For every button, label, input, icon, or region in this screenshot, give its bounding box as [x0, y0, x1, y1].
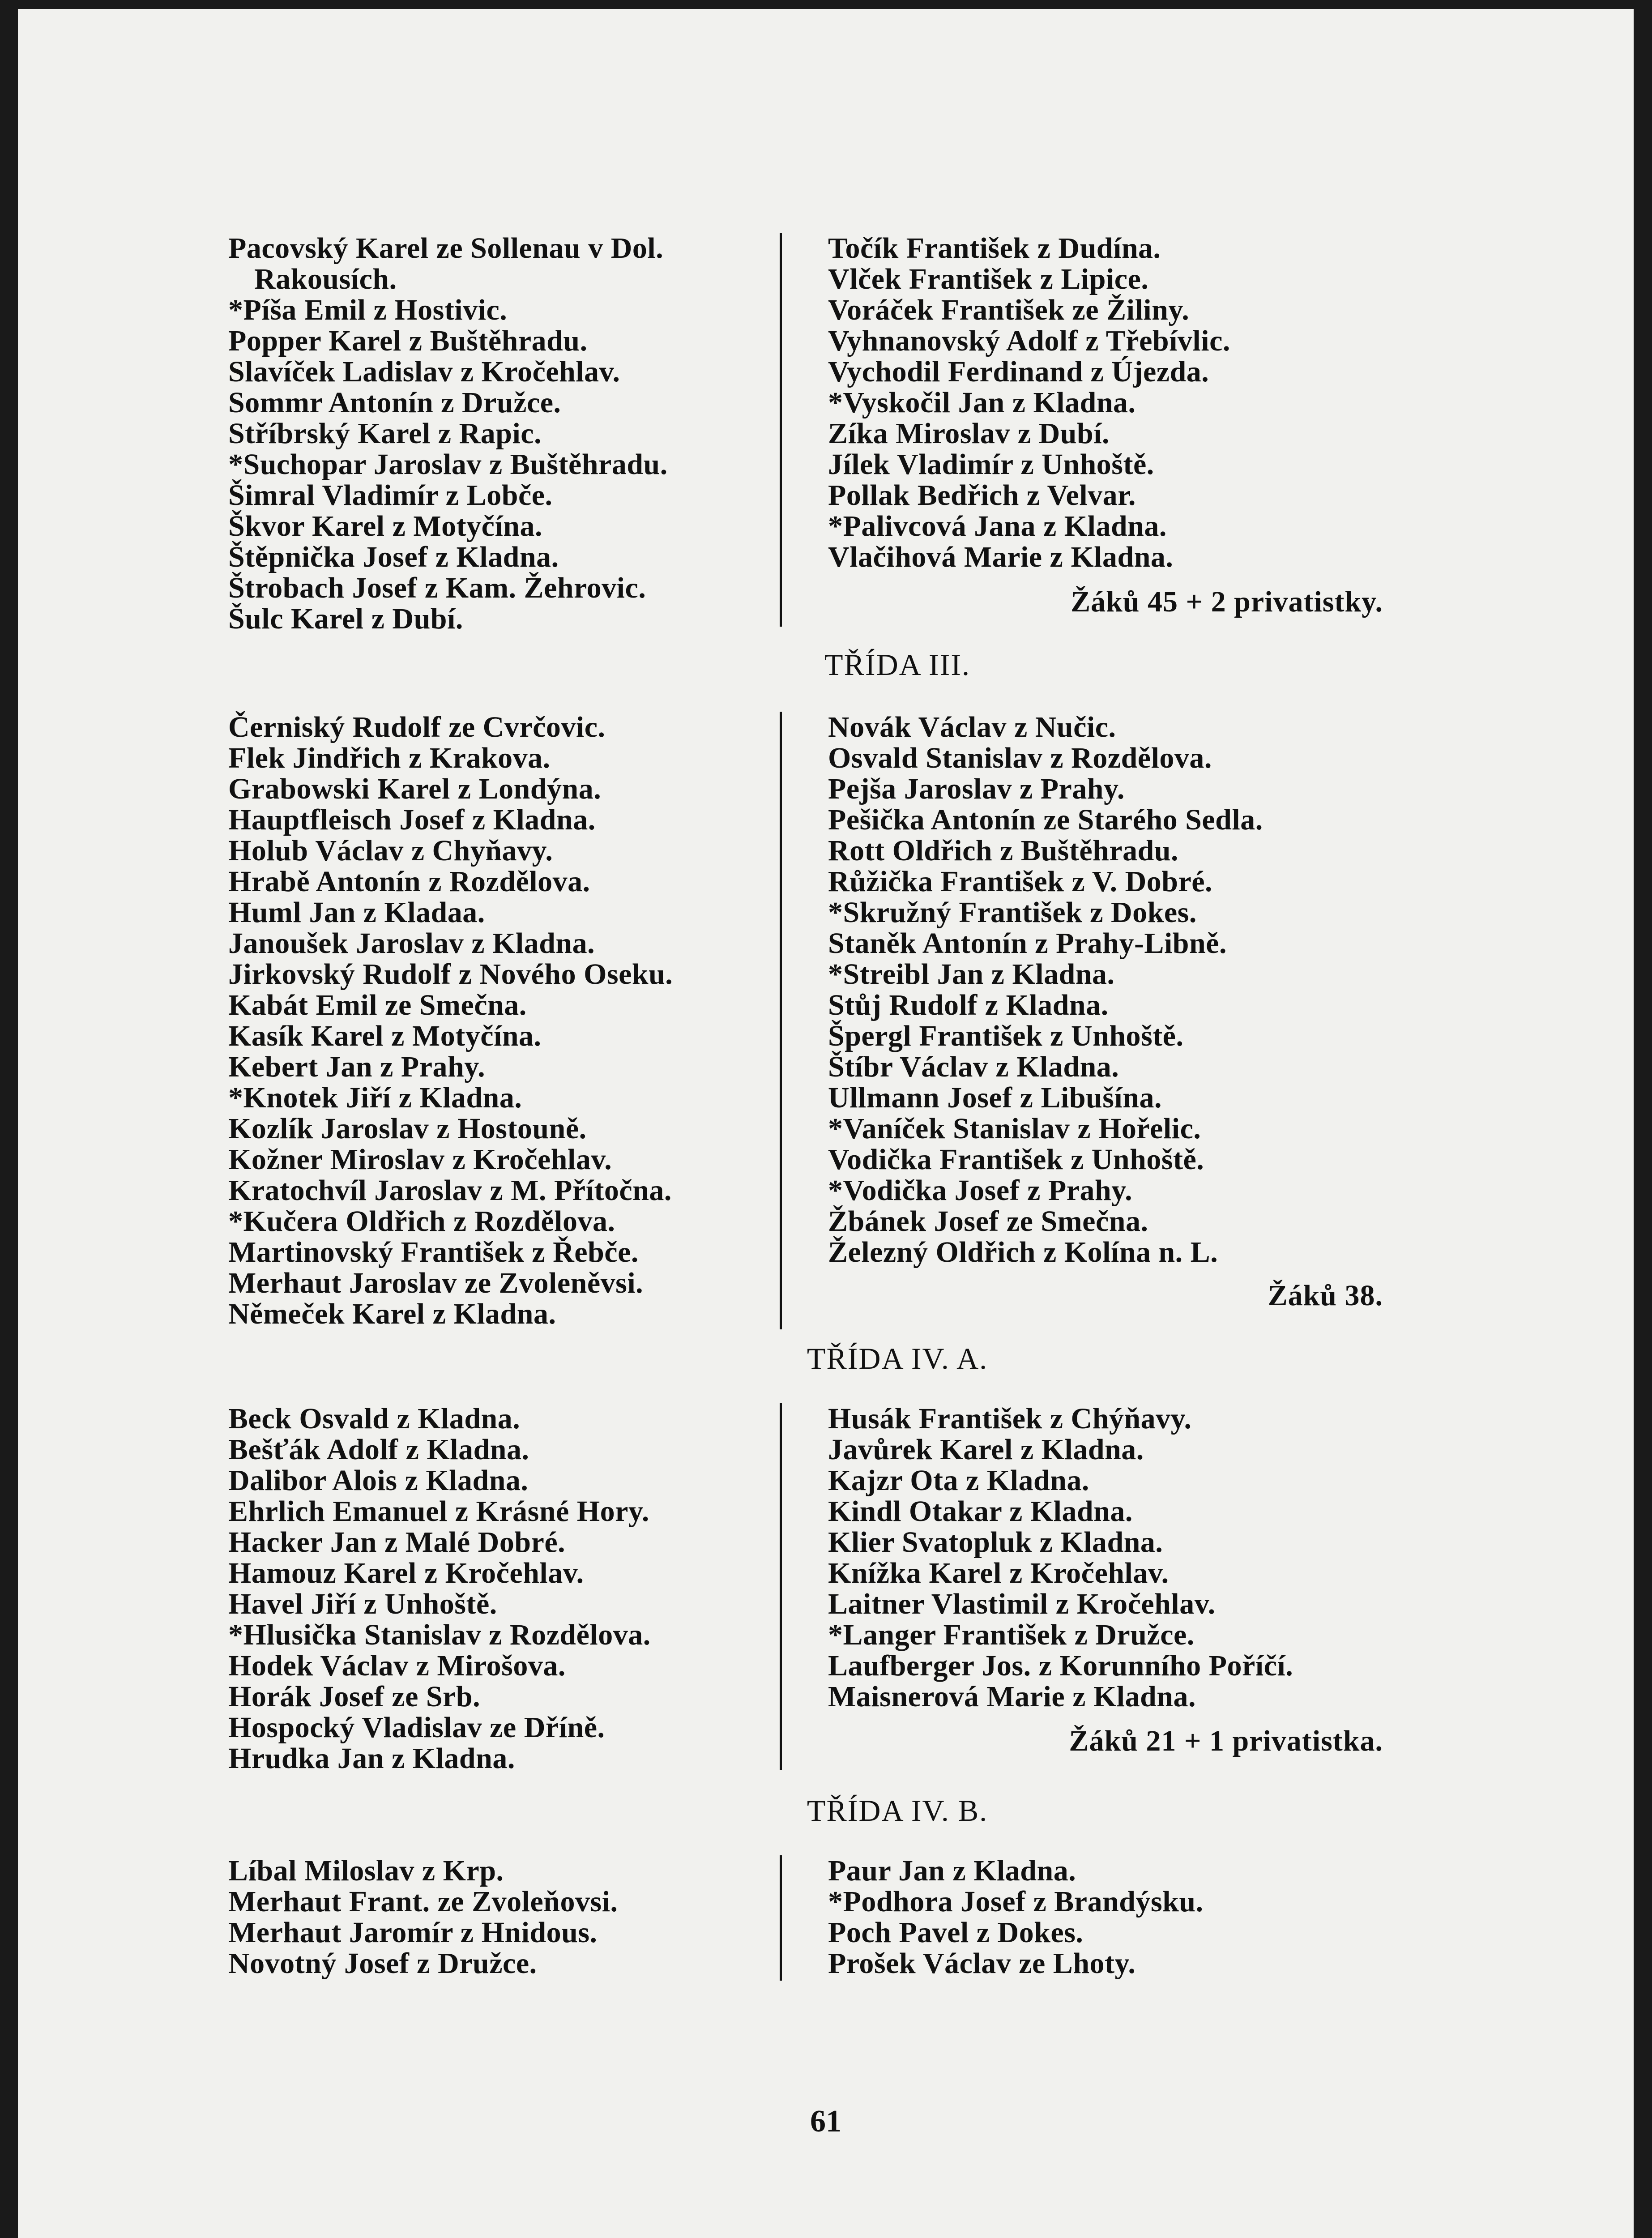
- right-column: [828, 712, 1374, 1268]
- student-entry: Vyhnanovský Adolf z Třebívlic.: [828, 325, 1230, 357]
- student-entry: Paur Jan z Kladna.: [828, 1854, 1076, 1887]
- student-entry: Hospocký Vladislav ze Dříně.: [228, 1711, 605, 1744]
- student-entry: Huml Jan z Kladaa.: [228, 896, 485, 929]
- student-entry: Martinovský František z Řebče.: [228, 1236, 639, 1268]
- class-total: Žáků 45 + 2 privatistky.: [1071, 585, 1383, 618]
- student-entry: *Knotek Jiří z Kladna.: [228, 1081, 522, 1114]
- student-entry: Beck Osvald z Kladna.: [228, 1402, 521, 1435]
- student-entry: Kindl Otakar z Kladna.: [828, 1495, 1133, 1528]
- class-list-continued: [228, 233, 1383, 636]
- class-list-iv-a: [228, 1403, 1383, 1784]
- student-entry: Líbal Miloslav z Krp.: [228, 1854, 504, 1887]
- student-entry: Knížka Karel z Kročehlav.: [828, 1557, 1169, 1589]
- student-entry: Pacovský Karel ze Sollenau v Dol.: [228, 232, 664, 265]
- student-entry: *Vyskočil Jan z Kladna.: [828, 386, 1136, 419]
- student-entry: *Hlusička Stanislav z Rozdělova.: [228, 1619, 651, 1651]
- student-entry: Štrobach Josef z Kam. Žehrovic.: [228, 572, 646, 604]
- student-entry: Štíbr Václav z Kladna.: [828, 1051, 1119, 1083]
- student-entry: Pejša Jaroslav z Prahy.: [828, 773, 1125, 805]
- student-entry: Železný Oldřich z Kolína n. L.: [828, 1236, 1218, 1268]
- student-entry: Hrabě Antonín z Rozdělova.: [228, 865, 590, 898]
- student-entry: Špergl František z Unhoště.: [828, 1020, 1184, 1052]
- class-list-iii: [228, 712, 1383, 1338]
- student-entry: Novák Václav z Nučic.: [828, 711, 1116, 743]
- student-entry: Bešťák Adolf z Kladna.: [228, 1433, 529, 1466]
- class-heading-iv-a: [18, 1341, 1634, 1376]
- student-entry: *Podhora Josef z Brandýsku.: [828, 1885, 1204, 1918]
- student-entry: Vlček František z Lipice.: [828, 263, 1149, 295]
- student-entry: Šimral Vladimír z Lobče.: [228, 479, 553, 512]
- student-entry: Jirkovský Rudolf z Nového Oseku.: [228, 958, 673, 991]
- student-entry: Grabowski Karel z Londýna.: [228, 773, 602, 805]
- student-entry: Hodek Václav z Mirošova.: [228, 1649, 566, 1682]
- student-entry: Merhaut Jaromír z Hnidous.: [228, 1916, 598, 1949]
- student-entry: Hacker Jan z Malé Dobré.: [228, 1526, 566, 1559]
- student-entry: Javůrek Karel z Kladna.: [828, 1433, 1144, 1466]
- left-column: [228, 1855, 765, 1979]
- student-entry: Holub Václav z Chyňavy.: [228, 834, 553, 867]
- student-entry: Zíka Miroslav z Dubí.: [828, 417, 1110, 450]
- student-entry: Merhaut Jaroslav ze Zvoleněvsi.: [228, 1267, 644, 1299]
- student-entry: Maisnerová Marie z Kladna.: [828, 1680, 1196, 1713]
- student-entry: Merhaut Frant. ze Zvoleňovsi.: [228, 1885, 618, 1918]
- class-list-iv-b: [228, 1855, 1383, 1990]
- student-entry: Hrudka Jan z Kladna.: [228, 1742, 515, 1775]
- student-entry: Rakousích.: [254, 263, 397, 295]
- student-entry: Točík František z Dudína.: [828, 232, 1161, 265]
- column-divider: [780, 1403, 782, 1770]
- right-column: [828, 1403, 1374, 1712]
- student-entry: *Suchopar Jaroslav z Buštěhradu.: [228, 448, 668, 481]
- student-entry: Jílek Vladimír z Unhoště.: [828, 448, 1154, 481]
- student-entry: Stříbrský Karel z Rapic.: [228, 417, 542, 450]
- left-column: [228, 712, 765, 1329]
- class-heading-iii: [18, 647, 1634, 683]
- heading-text: TŘÍDA IV. B.: [807, 1794, 988, 1828]
- left-column: [228, 1403, 765, 1774]
- heading-text: TŘÍDA IV. A.: [807, 1341, 988, 1375]
- student-entry: Vlačihová Marie z Kladna.: [828, 541, 1174, 573]
- student-entry: *Palivcová Jana z Kladna.: [828, 510, 1167, 542]
- student-entry: Laitner Vlastimil z Kročehlav.: [828, 1588, 1216, 1620]
- column-divider: [780, 712, 782, 1329]
- student-entry: Janoušek Jaroslav z Kladna.: [228, 927, 595, 960]
- student-entry: Poch Pavel z Dokes.: [828, 1916, 1084, 1949]
- student-entry: Prošek Václav ze Lhoty.: [828, 1947, 1136, 1980]
- student-entry: Ullmann Josef z Libušína.: [828, 1081, 1162, 1114]
- student-entry: Kasík Karel z Motyčína.: [228, 1020, 542, 1052]
- student-entry: Němeček Karel z Kladna.: [228, 1298, 556, 1330]
- student-entry: Stůj Rudolf z Kladna.: [828, 989, 1109, 1021]
- class-heading-iv-b: [18, 1793, 1634, 1828]
- student-entry: Popper Karel z Buštěhradu.: [228, 325, 588, 357]
- student-entry: *Skružný František z Dokes.: [828, 896, 1197, 929]
- page-number: 61: [810, 2104, 841, 2139]
- student-entry: Voráček František ze Žiliny.: [828, 294, 1190, 326]
- left-column: [228, 233, 765, 634]
- student-entry: Staněk Antonín z Prahy-Libně.: [828, 927, 1227, 960]
- student-entry: *Píša Emil z Hostivic.: [228, 294, 508, 326]
- student-entry: Pollak Bedřich z Velvar.: [828, 479, 1136, 512]
- student-entry: Škvor Karel z Motyčína.: [228, 510, 542, 542]
- right-column: [828, 1855, 1374, 1979]
- student-entry: Růžička František z V. Dobré.: [828, 865, 1213, 898]
- student-entry: Vychodil Ferdinand z Újezda.: [828, 355, 1209, 388]
- student-entry: Kratochvíl Jaroslav z M. Přítočna.: [228, 1174, 672, 1207]
- student-entry: *Vodička Josef z Prahy.: [828, 1174, 1133, 1207]
- right-column: [828, 233, 1374, 572]
- student-entry: Ehrlich Emanuel z Krásné Hory.: [228, 1495, 649, 1528]
- student-entry: Štěpnička Josef z Kladna.: [228, 541, 559, 573]
- student-entry: Pešička Antonín ze Starého Sedla.: [828, 803, 1263, 836]
- student-entry: Laufberger Jos. z Korunního Poříčí.: [828, 1649, 1293, 1682]
- student-entry: Kebert Jan z Prahy.: [228, 1051, 486, 1083]
- student-entry: Kozlík Jaroslav z Hostouně.: [228, 1112, 587, 1145]
- student-entry: *Langer František z Družce.: [828, 1619, 1195, 1651]
- student-entry: Kajzr Ota z Kladna.: [828, 1464, 1089, 1497]
- student-entry: Vodička František z Unhoště.: [828, 1143, 1204, 1176]
- student-entry: Dalibor Alois z Kladna.: [228, 1464, 529, 1497]
- student-entry: Klier Svatopluk z Kladna.: [828, 1526, 1163, 1559]
- student-entry: Hauptfleisch Josef z Kladna.: [228, 803, 596, 836]
- student-entry: Černiský Rudolf ze Cvrčovic.: [228, 711, 606, 743]
- document-page: [18, 9, 1634, 2238]
- class-total: Žáků 38.: [1268, 1279, 1383, 1312]
- student-entry: Husák František z Chýňavy.: [828, 1402, 1192, 1435]
- student-entry: Novotný Josef z Družce.: [228, 1947, 537, 1980]
- student-entry: *Kučera Oldřich z Rozdělova.: [228, 1205, 615, 1238]
- student-entry: Kabát Emil ze Smečna.: [228, 989, 527, 1021]
- student-entry: Osvald Stanislav z Rozdělova.: [828, 742, 1212, 774]
- student-entry: Flek Jindřich z Krakova.: [228, 742, 551, 774]
- column-divider: [780, 1855, 782, 1981]
- student-entry: Slavíček Ladislav z Kročehlav.: [228, 355, 620, 388]
- student-entry: Šulc Karel z Dubí.: [228, 602, 463, 635]
- student-entry: Kožner Miroslav z Kročehlav.: [228, 1143, 612, 1176]
- student-entry: Hamouz Karel z Kročehlav.: [228, 1557, 584, 1589]
- student-entry: Horák Josef ze Srb.: [228, 1680, 481, 1713]
- class-total: Žáků 21 + 1 privatistka.: [1069, 1725, 1383, 1757]
- student-entry: Sommr Antonín z Družce.: [228, 386, 561, 419]
- student-entry: *Streibl Jan z Kladna.: [828, 958, 1115, 991]
- heading-text: TŘÍDA III.: [824, 648, 970, 682]
- student-entry: Rott Oldřich z Buštěhradu.: [828, 834, 1179, 867]
- student-entry: *Vaníček Stanislav z Hořelic.: [828, 1112, 1201, 1145]
- column-divider: [780, 233, 782, 627]
- student-entry: Žbánek Josef ze Smečna.: [828, 1205, 1148, 1238]
- student-entry: Havel Jiří z Unhoště.: [228, 1588, 497, 1620]
